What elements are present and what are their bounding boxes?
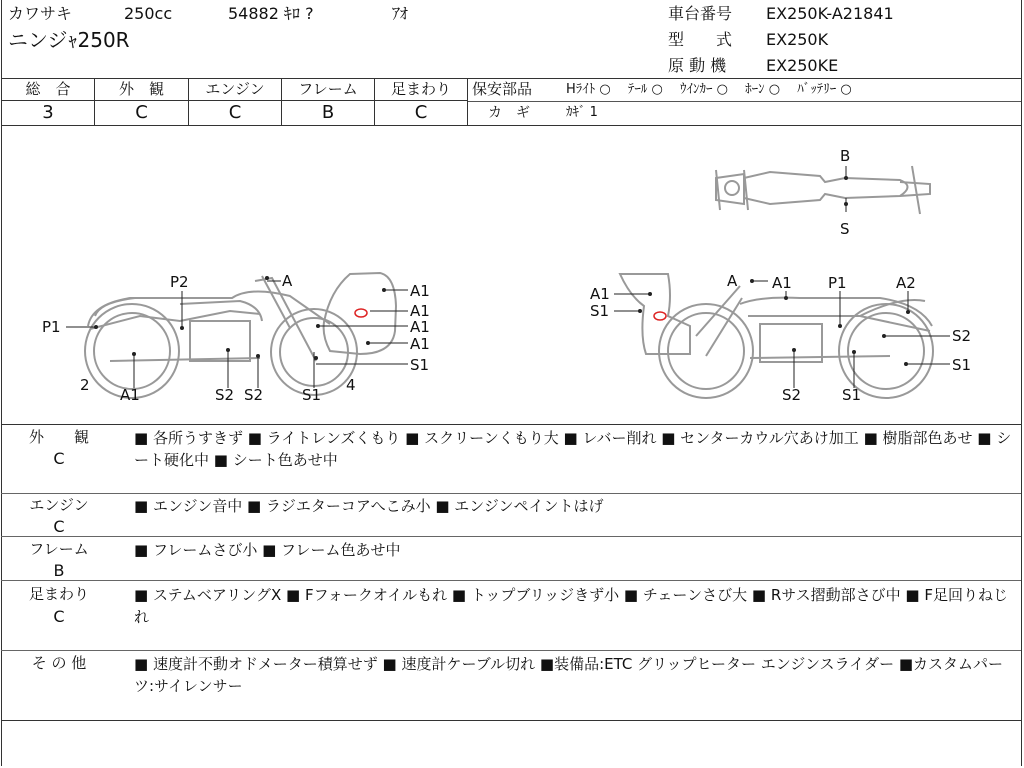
model-name: ニンジｬ250R: [8, 28, 130, 52]
diagram-label: A1: [410, 302, 430, 320]
damage-mark: [355, 309, 367, 317]
exterior-grade: C: [135, 102, 148, 123]
diagram-label: 4: [346, 376, 356, 394]
diagram-label: A: [282, 272, 293, 290]
engine-grade-label: エンジン: [205, 80, 265, 98]
engine-section-notes: ■ エンジン音中 ■ ラジエターコアへこみ小 ■ エンジンペイントはげ: [134, 497, 604, 515]
diagram-label: A1: [410, 318, 430, 336]
divider: [1, 100, 467, 101]
diagram-label: A1: [120, 386, 140, 404]
diagram-label: A2: [896, 274, 916, 292]
diagram-label: A1: [772, 274, 792, 292]
diagram-label: S2: [952, 327, 972, 345]
overall-grade-label: 総 合: [25, 80, 71, 98]
engine-model-value: EX250KE: [766, 56, 839, 75]
suspension-section-label: 足まわり: [28, 585, 89, 603]
frame-section-notes: ■ フレームさび小 ■ フレーム色あせ中: [134, 541, 401, 559]
maker: カワサキ: [8, 4, 73, 23]
divider: [1, 580, 1021, 581]
suspension-grade: C: [414, 102, 428, 123]
exterior-grade-label: 外 観: [118, 80, 164, 98]
divider: [1, 493, 1021, 494]
diagram-label: 2: [80, 376, 90, 394]
diagram-label: S2: [782, 386, 802, 404]
divider: [467, 78, 468, 125]
diagram-label: A: [727, 272, 738, 290]
diagram-label: B: [840, 147, 851, 165]
frame-label: 車台番号: [668, 4, 733, 23]
divider: [1, 536, 1021, 537]
engine-section-label: エンジン: [29, 496, 89, 514]
type-label: 型 式: [668, 30, 733, 49]
divider: [1, 720, 1021, 721]
safety-parts-label: 保安部品: [472, 80, 533, 98]
diagram-label: S1: [952, 356, 972, 374]
key-value: ｶｷﾞ 1: [566, 105, 598, 120]
damage-diagram: [0, 126, 1022, 424]
engine-model-label: 原 動 機: [668, 56, 727, 75]
divider: [1, 650, 1021, 651]
diagram-label: S: [840, 220, 850, 238]
divider: [1, 424, 1021, 425]
color: ｱｵ: [392, 4, 409, 23]
diagram-label: S1: [410, 356, 430, 374]
diagram-label: A1: [590, 285, 610, 303]
mileage: 54882 ｷﾛ ?: [228, 4, 314, 23]
diagram-label: P1: [42, 318, 61, 336]
diagram-label: A1: [410, 282, 430, 300]
suspension-section-notes: ■ ステムベアリングX ■ Fフォークオイルもれ ■ トップブリッジきず小 ■ チェーンさび大 ■ Rサス摺動部さび中 ■ F足回りねじれ: [134, 586, 1008, 626]
frame-grade-label: フレーム: [298, 80, 358, 98]
engine-grade: C: [228, 102, 242, 123]
diagram-label: S2: [244, 386, 264, 404]
diagram-label: S1: [302, 386, 322, 404]
overall-grade: 3: [42, 102, 54, 123]
divider: [467, 101, 1021, 102]
exterior-section-notes: ■ 各所うすきず ■ ライトレンズくもり ■ スクリーンくもり大 ■ レバー削れ ■ センターカウル穴あけ加工 ■ 樹脂部色あせ ■ シート硬化中 ■ シート色あせ中: [134, 429, 1012, 469]
frame-grade: B: [321, 102, 335, 123]
key-label: カ ギ: [488, 105, 530, 121]
diagram-label: A1: [410, 335, 430, 353]
suspension-section-grade: C: [53, 607, 65, 626]
diagram-label: P1: [828, 274, 847, 292]
diagram-label: P2: [170, 273, 189, 291]
engine-section-grade: C: [53, 517, 65, 536]
exterior-section-label: 外 観: [28, 428, 89, 446]
displacement: 250cc: [124, 4, 173, 23]
other-section-label: そ の 他: [31, 654, 87, 672]
divider: [1, 78, 1021, 79]
diagram-label: S1: [590, 302, 610, 320]
other-section-notes: ■ 速度計不動オドメーター積算せず ■ 速度計ケーブル切れ ■装備品:ETC グリップヒーター エンジンスライダー ■カスタムパーツ:サイレンサー: [134, 655, 1004, 695]
frame-section-grade: B: [53, 561, 65, 580]
diagram-label: S1: [842, 386, 862, 404]
frame-number: EX250K-A21841: [766, 4, 894, 23]
safety-parts-items: Hﾗｲﾄ ○ ﾃｰﾙ ○ ｳｲﾝｶｰ ○ ﾎｰﾝ ○ ﾊﾞｯﾃﾘｰ ○: [566, 82, 852, 97]
diagram-label: S2: [215, 386, 235, 404]
frame-section-label: フレーム: [29, 540, 89, 558]
type-value: EX250K: [766, 30, 829, 49]
suspension-grade-label: 足まわり: [390, 80, 451, 98]
bike-top-view: [716, 166, 930, 214]
damage-mark: [654, 312, 666, 320]
exterior-section-grade: C: [53, 449, 65, 468]
